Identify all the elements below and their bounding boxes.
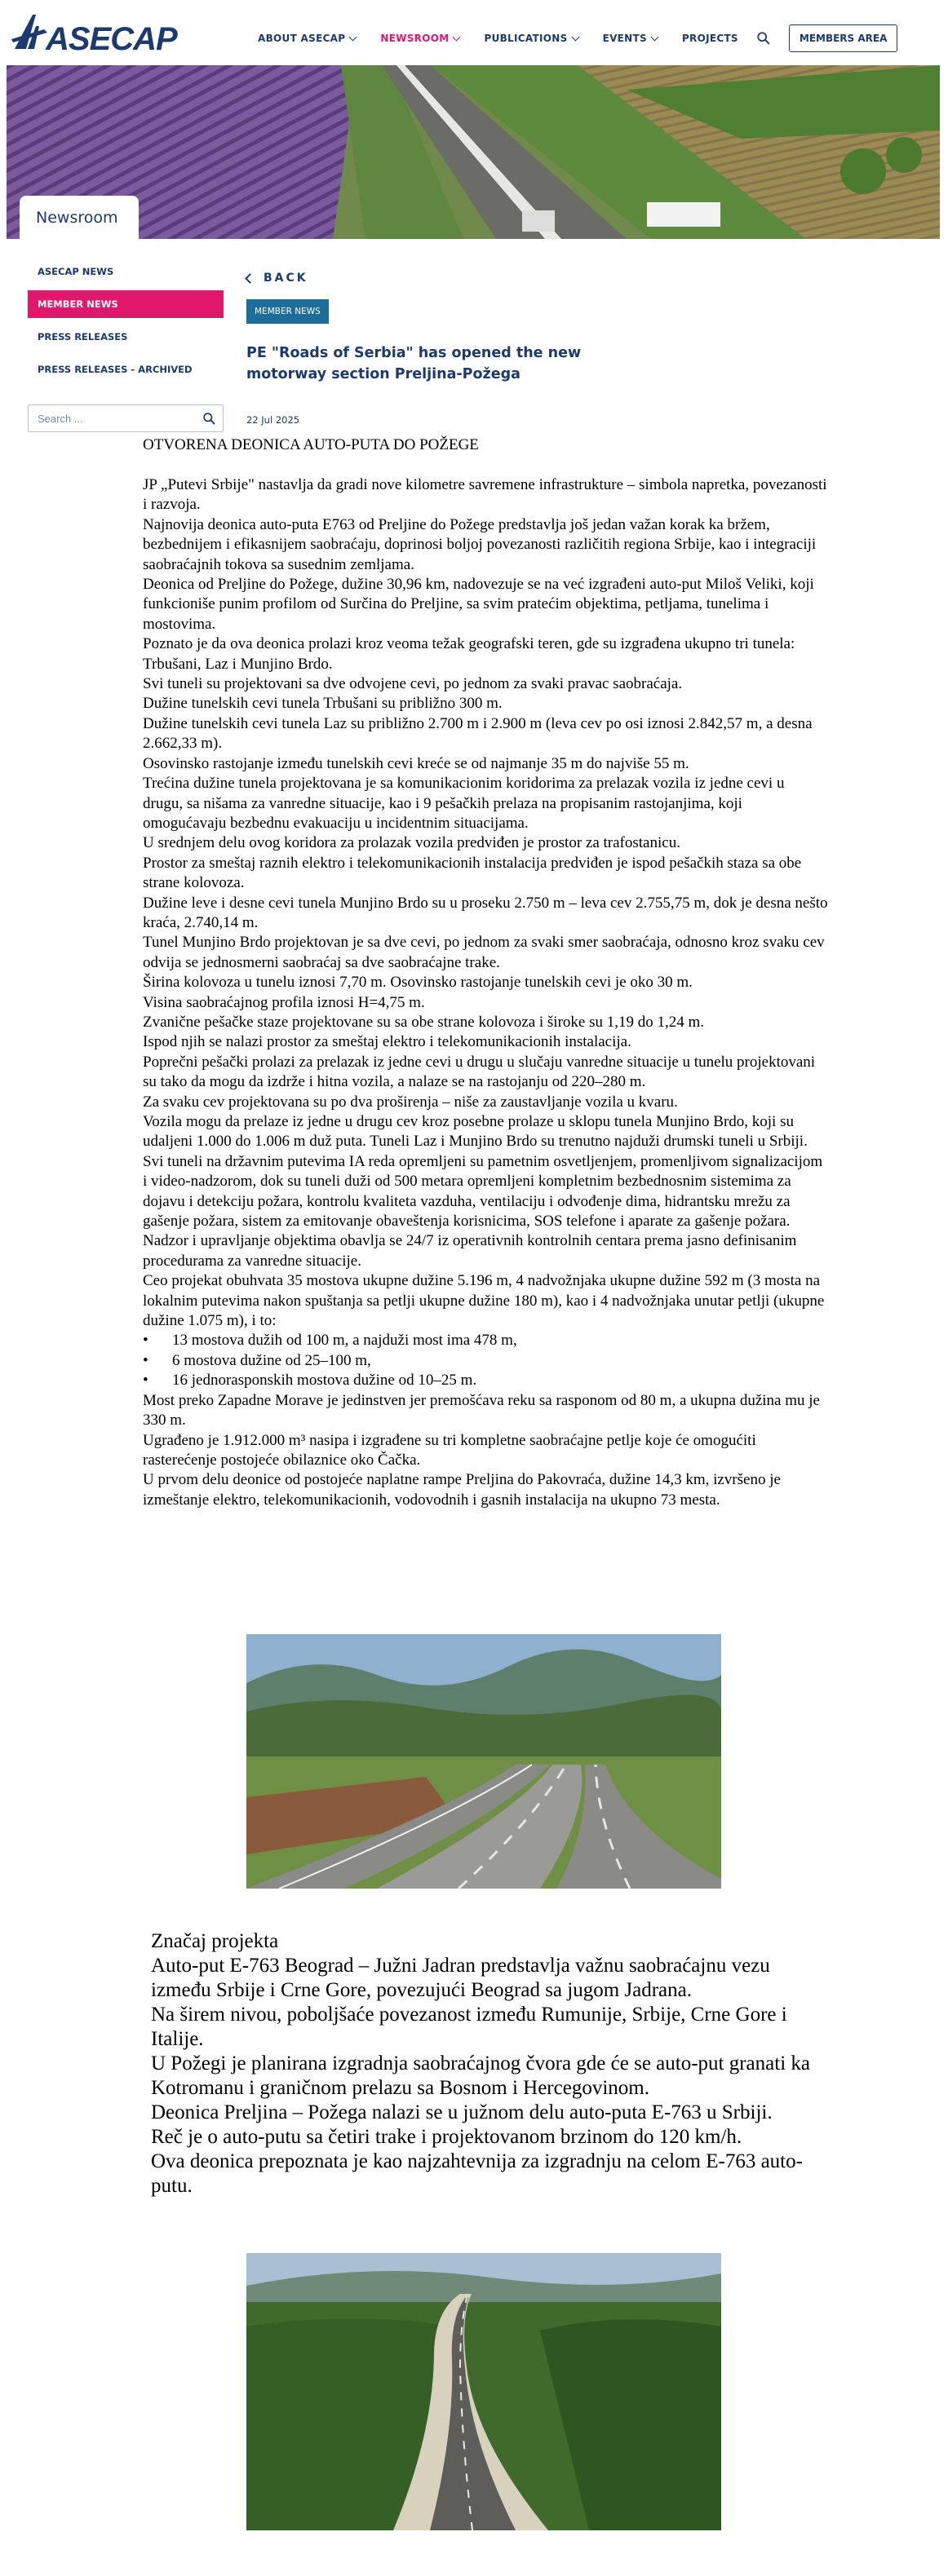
nav-about-asecap[interactable] <box>258 33 356 44</box>
article-paragraph: Nadzor i upravljanje objektima obavlja se 24/7 iz operativnih kontrolnih centara prema jasno definisanim procedurama za vanredne situacije. <box>143 1232 797 1270</box>
logo-text: ASECAP <box>46 21 177 57</box>
site-header <box>0 0 948 65</box>
newsroom-tab <box>20 196 139 239</box>
motorway-photo-tunnel-approach <box>246 2253 721 2530</box>
article-body <box>143 435 828 1510</box>
chevron-down-icon <box>349 33 357 41</box>
article-paragraph: Deonica od Preljine do Požege, dužine 30,96 km, nadovezuje se na već izgrađeni auto-put Miloš Veliki, koji funkcioniše punim profilom od Surčina do Preljine, sa svim pratećim objektima, petljama, tunelima i mostovima. <box>143 576 814 633</box>
article-paragraph: Vozila mogu da prelaze iz jedne u drugu cev kroz posebne prolaze u sklopu tunela Munjino Brdo, koji su udaljeni 1.000 do 1.006 m duž puta. Tuneli Laz i Munjino Brdo su trenutno najduži drumski tuneli u Srbiji. <box>143 1113 808 1151</box>
nav-events[interactable] <box>603 33 658 44</box>
article-paragraph: U prvom delu deonice od postojeće naplatne rampe Preljina do Pakovraća, dužine 14,3 km, izvršeno je izmeštanje elektro, telekomunikacionih, vodovodnih i gasnih instalacija na ukupno 73 mesta. <box>143 1471 781 1509</box>
list-item: • 13 mostova dužih od 100 m, a najduži most ima 478 m, <box>143 1331 828 1350</box>
article-paragraph: Za svaku cev projektovana su po dva proširenja – niše za zaustavljanje vozila u kvaru. <box>143 1093 678 1111</box>
article-paragraph: Poznato je da ova deonica prolazi kroz veoma težak geografski teren, gde su izgrađena ukupno tri tunela: Trbušani, Laz i Munjino Brdo. <box>143 635 795 673</box>
list-item: • 6 mostova dužine od 25–100 m, <box>143 1351 828 1371</box>
search-icon[interactable] <box>202 412 216 426</box>
post-title: PE "Roads of Serbia" has opened the new motorway section Preljina-Požega <box>246 345 582 382</box>
list-item-text: 6 mostova dužine od 25–100 m, <box>172 1351 371 1369</box>
sidebar-search <box>28 404 224 432</box>
significance-paragraph: Ova deonica prepoznata je kao najzahtevnija za izgradnju na celom E-763 auto-putu. <box>151 2150 803 2197</box>
list-item-text: 13 mostova dužih od 100 m, a najduži most ima 478 m, <box>172 1332 517 1350</box>
hero-landscape-image <box>7 65 940 239</box>
nav-publications[interactable] <box>484 33 578 44</box>
article-paragraph: U srednjem delu ovog koridora za prolazak vozila predviđen je prostor za trafostanicu. <box>143 834 680 852</box>
motorway-photo-aerial <box>246 1634 721 1889</box>
article-heading: OTVORENA DEONICA AUTO-PUTA DO POŽEGE <box>143 436 479 453</box>
nav-newsroom[interactable] <box>380 33 459 44</box>
motorway-image <box>246 1634 721 1889</box>
hero-banner <box>7 65 940 239</box>
post-date: 22 Jul 2025 <box>246 414 300 426</box>
article-paragraph: Svi tuneli su projektovani sa dve odvojene cevi, po jednom za svaki pravac saobraćaja. <box>143 675 683 693</box>
search-input[interactable] <box>29 405 192 431</box>
list-item: • 16 jednorasponskih mostova dužine od 10–25 m. <box>143 1371 828 1390</box>
article-paragraph: JP „Putevi Srbije" nastavlja da gradi nove kilometre savremene infrastrukture – simbola napretka, povezanosti i razvoja. <box>143 476 827 514</box>
article-paragraph: Dužine tunelskih cevi tunela Laz su približno 2.700 m i 2.900 m (leva cev po osi iznosi 2.842,57 m, a desna 2.662,33 m). <box>143 714 813 753</box>
chevron-down-icon <box>453 33 461 41</box>
category-badge[interactable]: MEMBER NEWS <box>246 299 329 324</box>
significance-paragraph: Reč je o auto-putu sa četiri trake i projektovanom brzinom do 120 km/h. <box>151 2126 742 2148</box>
nav-label: EVENTS <box>602 33 647 44</box>
article-paragraph: Tunel Munjino Brdo projektovan je sa dve cevi, po jednom za svaki smer saobraćaja, odnosno kroz svaku cev odvija se jednosmerni saobraćaj sa dve saobraćajne trake. <box>143 934 825 971</box>
sidebar-item-asecap-news[interactable]: ASECAP NEWS <box>38 266 114 277</box>
significance-paragraph: Auto-put E-763 Beograd – Južni Jadran predstavlja važnu saobraćajnu vezu između Srbije i Crne Gore, povezujući Beograd sa jugom Jadrana. <box>151 1955 770 2001</box>
back-label: BACK <box>264 272 308 285</box>
asecap-logo[interactable] <box>11 11 177 57</box>
project-significance <box>151 1929 828 2198</box>
article-paragraph: Dužine leve i desne cevi tunela Munjino Brdo su u proseku 2.750 m – leva cev 2.755,75 m, dok je desna nešto kraća, 2.740,14 m. <box>143 894 828 931</box>
sidebar-item-press-releases[interactable]: PRESS RELEASES <box>38 331 128 342</box>
article-paragraph: Osovinsko rastojanje između tunelskih cevi kreće se od najmanje 35 m do najviše 55 m. <box>143 754 689 772</box>
significance-paragraph: U Požegi je planirana izgradnja saobraćajnog čvora gde će se auto-put granati ka Kotromanu i graničnom prelazu sa Bosnom i Hercegovinom. <box>151 2052 810 2099</box>
list-item-text: 16 jednorasponskih mostova dužine od 10–25 m. <box>172 1372 477 1390</box>
article-paragraph: Most preko Zapadne Morave je jedinstven jer premošćava reku sa rasponom od 80 m, a ukupna dužina mu je 330 m. <box>143 1391 820 1429</box>
nav-projects[interactable] <box>682 33 738 44</box>
article-paragraph: Poprečni pešački prolazi za prelazak iz jedne cevi u drugu u slučaju vanredne situacije u tunelu projektovani su tako da mogu da izdrže i hitna vozila, a nalaze se na rastojanju od 220–280 m. <box>143 1053 816 1091</box>
article-paragraph: Visina saobraćajnog profila iznosi H=4,75 m. <box>143 993 425 1011</box>
article-paragraph: Prostor za smeštaj raznih elektro i telekomunikacionih instalacija predviđen je ispod pešačkih staza sa obe strane kolovoza. <box>143 854 802 892</box>
sidebar-item-press-releases-archived[interactable]: PRESS RELEASES - ARCHIVED <box>38 364 193 375</box>
article-paragraph: Ugrađeno je 1.912.000 m³ nasipa i izgrađene su tri kompletne saobraćajne petlje koje će omogućiti rasterećenje postojeće obilaznice oko Čačka. <box>143 1431 756 1469</box>
article-paragraph: Ceo projekat obuhvata 35 mostova ukupne dužine 5.196 m, 4 nadvožnjaka ukupne dužine 592 m (3 mosta na lokalnim putevima nakon spuštanja sa petlji ukupne dužine 180 m), kao i 4 nadvožnjaka unutar petlji (ukupne dužine 1.075 m), i to: <box>143 1272 825 1330</box>
sidebar-item-member-news[interactable]: MEMBER NEWS <box>28 290 224 318</box>
nav-label: PUBLICATIONS <box>484 33 568 44</box>
article-paragraph: Širina kolovoza u tunelu iznosi 7,70 m. Osovinsko rastojanje tunelskih cevi je oko 30 m. <box>143 974 693 992</box>
significance-paragraph: Deonica Preljina – Požega nalazi se u južnom delu auto-puta E-763 u Srbiji. <box>151 2101 773 2123</box>
article-paragraph: Zvanične pešačke staze projektovane su sa obe strane kolovoza i široke su 1,19 do 1,24 m. <box>143 1013 705 1031</box>
article-paragraph: Najnovija deonica auto-puta E763 od Preljine do Požege predstavlja još jedan važan korak ka bržem, bezbednijem i efikasnijem saobraćaju, doprinosi boljoj povezanosti različitih regiona Srbije, kao i integraciji saobraćajnih tokova sa susednim zemljama. <box>143 515 817 573</box>
chevron-down-icon <box>650 33 658 41</box>
motorway-image <box>246 2253 721 2530</box>
members-area-button[interactable]: MEMBERS AREA <box>789 24 898 52</box>
back-link[interactable] <box>246 272 308 285</box>
nav-label: NEWSROOM <box>380 33 450 44</box>
newsroom-tab-label: Newsroom <box>36 209 118 227</box>
nav-label: PROJECTS <box>681 33 738 44</box>
search-icon[interactable] <box>756 31 771 46</box>
article-paragraph: Dužine tunelskih cevi tunela Trbušani su približno 300 m. <box>143 695 503 713</box>
chevron-left-icon <box>245 273 255 284</box>
main-nav <box>258 24 897 52</box>
article-paragraph: Ispod njih se nalazi prostor za smeštaj elektro i telekomunikacionih instalacija. <box>143 1033 631 1051</box>
article-paragraph: Svi tuneli na državnim putevima IA reda opremljeni su pametnim osvetljenjem, promenljivom signalizacijom i video-nadzorom, dok su tuneli duži od 500 metara opremljeni kompletnim bezbednosnim sistemima za dojavu i detekciju požara, kontrolu kvaliteta vazduha, ventilaciju i odvođenje dima, hidrantsku mrežu za gašenje požara, sistem za emitovanje obaveštenja korisnicima, SOS telefone i aparate za gašenje požara. <box>143 1152 823 1231</box>
newsroom-sidebar <box>28 258 224 388</box>
chevron-down-icon <box>571 33 579 41</box>
nav-label: ABOUT ASECAP <box>258 33 346 44</box>
article-paragraph: Trećina dužine tunela projektovana je sa komunikacionim koridorima za prelazak vozila iz jedne cevi u drugu, sa nišama za vanredne situacije, kao i 9 pešačkih prelaza na propisanim rastojanjima, koji omogućavaju bezbednu evakuaciju u incidentnim situacijama. <box>143 775 785 832</box>
significance-heading: Značaj projekta <box>151 1930 279 1952</box>
significance-paragraph: Na širem nivou, poboljšaće povezanost između Rumunije, Srbije, Crne Gore i Italije. <box>151 2004 787 2050</box>
